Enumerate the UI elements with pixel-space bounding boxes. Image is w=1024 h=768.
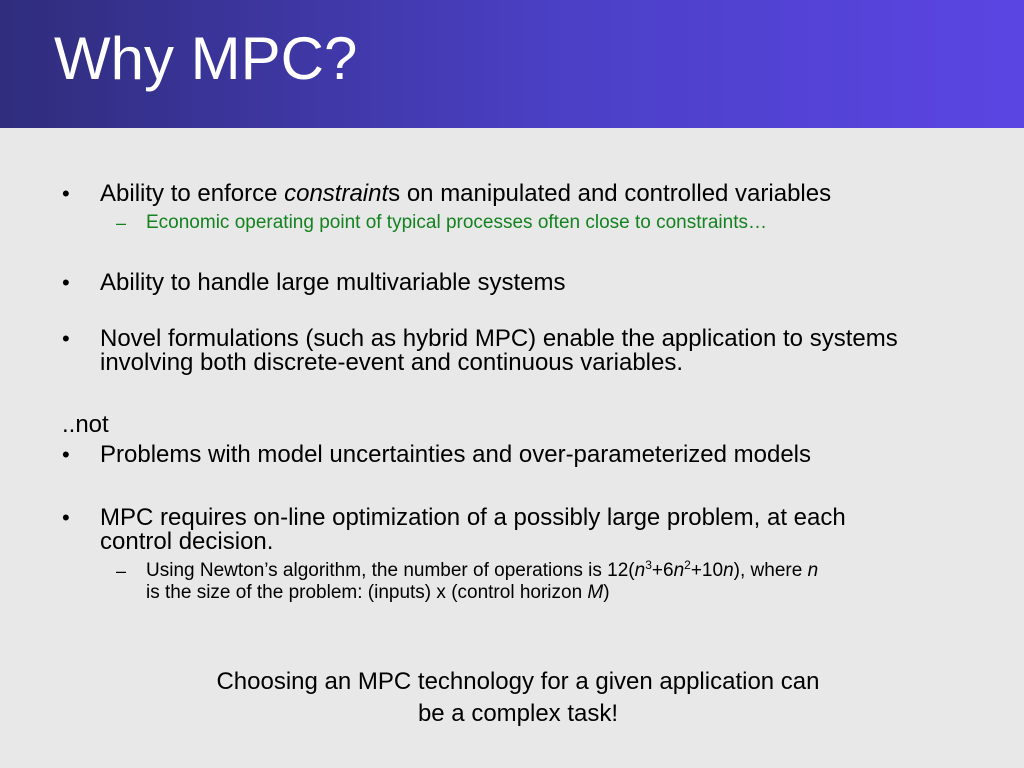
variable-n: n	[634, 560, 646, 581]
bullet-constraints	[100, 182, 980, 206]
bullet-text: s on manipulated and controlled variables	[388, 180, 832, 207]
variable-n: n	[673, 560, 685, 581]
bullet-model-uncertainties: Problems with model uncertainties and over-parameterized models	[100, 441, 811, 468]
title-bar	[0, 0, 1024, 128]
variable-n: n	[723, 560, 734, 581]
text: +6	[651, 560, 674, 581]
bullet-marker: •	[62, 505, 70, 530]
bullet-multivariable: Ability to handle large multivariable systems	[100, 269, 566, 296]
not-label: ..not	[62, 411, 109, 438]
text: Using Newton’s algorithm, the number of operations is 12(	[146, 560, 635, 581]
slide-title: Why MPC?	[54, 25, 358, 92]
exponent: 3	[645, 558, 652, 572]
bullet-marker: •	[62, 442, 70, 467]
bullet-line: control decision.	[100, 528, 274, 555]
bullet-marker: •	[62, 326, 70, 351]
text: ), where	[733, 560, 808, 581]
sub-bullet-marker: –	[116, 561, 127, 581]
text: is the size of the problem: (inputs) x (control horizon	[146, 582, 588, 603]
bullet-hybrid-mpc	[100, 327, 980, 375]
sub-bullet-line	[146, 582, 976, 604]
bullet-italic-text: constraint	[284, 180, 389, 207]
conclusion	[180, 666, 856, 730]
bullet-line: involving both discrete-event and continuous variables.	[100, 349, 684, 376]
bullet-marker: •	[62, 181, 70, 206]
text: )	[603, 582, 610, 603]
bullet-line: MPC requires on-line optimization of a possibly large problem, at each	[100, 504, 846, 531]
text: +10	[690, 560, 724, 581]
conclusion-line: be a complex task!	[417, 700, 619, 727]
sub-bullet-marker: –	[116, 213, 127, 233]
variable-n: n	[807, 560, 819, 581]
bullet-text: Ability to enforce	[100, 180, 285, 207]
bullet-online-optimization	[100, 506, 980, 554]
bullet-marker: •	[62, 270, 70, 295]
variable-m: M	[587, 582, 604, 603]
sub-bullet-line	[146, 560, 976, 582]
slide-body	[0, 128, 1024, 768]
sub-bullet-newton	[146, 560, 976, 604]
bullet-line: Novel formulations (such as hybrid MPC) enable the application to systems	[100, 325, 898, 352]
exponent: 2	[684, 558, 691, 572]
sub-bullet-economic: Economic operating point of typical processes often close to constraints…	[146, 212, 767, 233]
conclusion-line: Choosing an MPC technology for a given application can	[216, 668, 820, 695]
